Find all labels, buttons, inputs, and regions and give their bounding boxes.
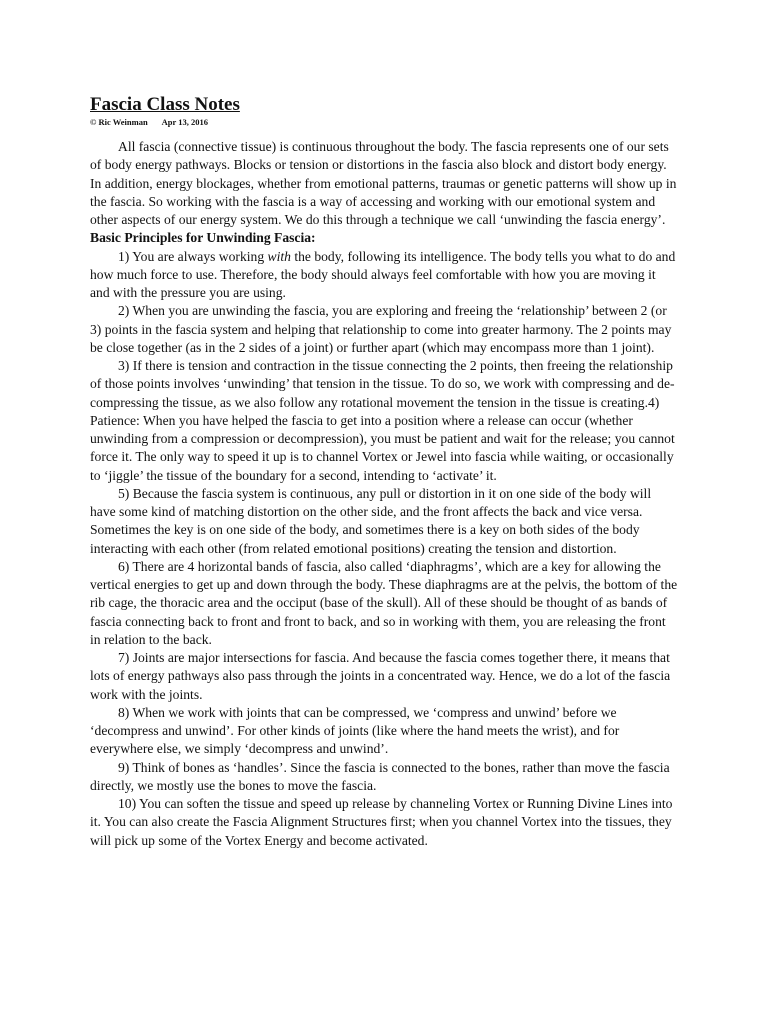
- principle-paragraph-10: 10) You can soften the tissue and speed up release by channeling Vortex or Running Divine Lines into it. You can also create the Fascia Alignment Structures first; when you channel Vortex into the tissues, they will pick up some of the Vortex Energy and become activated.: [90, 796, 673, 848]
- byline: [90, 117, 678, 128]
- principle-1-before: 1) You are always working: [118, 248, 268, 264]
- principle-paragraph-7: 7) Joints are major intersections for fascia. And because the fascia comes together there, it means that lots of energy pathways also pass through the joints in a concentrated way. Hence, we do a lot of the fascia work with the joints.: [90, 650, 671, 702]
- principle-1-after: the body, following its intelligence. The body tells you what to do and how much force to use. Therefore, the body should always feel comfortable with how you are moving it and with the pressure you are using.: [90, 248, 676, 300]
- principle-paragraph-6: 6) There are 4 horizontal bands of fascia, also called ‘diaphragms’, which are a key for allowing the vertical energies to get up and down through the body. These diaphragms are at the pelvis, the bottom of the rib cage, the thoracic area and the occiput (base of the skull). All of these should be thought of as bands of fascia connecting back to front and front to back, and so in working with them, you are releasing the front in relation to the back.: [90, 558, 678, 647]
- document-content: [90, 94, 678, 850]
- principle-paragraph-2: 2) When you are unwinding the fascia, you are exploring and freeing the ‘relationship’ between 2 (or 3) points in the fascia system and helping that relationship to come into greater harmony. The 2 points may be close together (as in the 2 sides of a joint) or further apart (which may encompass more than 1 joint).: [90, 303, 672, 355]
- document-title: Fascia Class Notes: [90, 94, 240, 115]
- principle-paragraph-1: [90, 248, 678, 303]
- principle-paragraph-5: 5) Because the fascia system is continuous, any pull or distortion in it on one side of the body will have some kind of matching distortion on the other side, and the front affects the back and vice versa. Sometimes the key is on one side of the body, and sometimes there is a key on both sides of the body interacting with each other (from related emotional positions) creating the tension and distortion.: [90, 485, 652, 556]
- section-heading: Basic Principles for Unwinding Fascia:: [90, 230, 316, 246]
- principle-paragraph-3-4: 3) If there is tension and contraction in the tissue connecting the 2 points, then freeing the relationship of those points involves ‘unwinding’ that tension in the tissue. To do so, we work with compressing and de-compressing the tissue, as we also follow any rotational movement the tension in the tissue is creating.4) Patience: When you have helped the fascia to get into a position where a release can occur (whether unwinding from a compression or decompression), you must be patient and wait for the release; you cannot force it. The only way to speed it up is to channel Vortex or Jewel into fascia while waiting, or occasionally to ‘jiggle’ the tissue of the boundary for a second, intending to ‘activate’ it.: [90, 358, 675, 483]
- principle-1-emphasis: with: [267, 248, 291, 264]
- date: Apr 13, 2016: [161, 117, 209, 127]
- principle-paragraph-8: 8) When we work with joints that can be compressed, we ‘compress and unwind’ before we ‘decompress and unwind’. For other kinds of joints (like where the hand meets the wrist), and for everywhere else, we simply ‘decompress and unwind’.: [90, 704, 620, 757]
- intro-paragraph: All fascia (connective tissue) is continuous throughout the body. The fascia represents one of our sets of body energy pathways. Blocks or tension or distortions in the fascia also block and distort body energy. In addition, energy blockages, whether from emotional patterns, traumas or genetic patterns will show up in the fascia. So working with the fascia is a way of accessing and working with our emotional system and other aspects of our energy system. We do this through a technique we call ‘unwinding the fascia energy’.: [90, 139, 677, 227]
- author: © Ric Weinman: [90, 117, 148, 127]
- principle-paragraph-9: 9) Think of bones as ‘handles’. Since the fascia is connected to the bones, rather than move the fascia directly, we mostly use the bones to move the fascia.: [90, 759, 670, 793]
